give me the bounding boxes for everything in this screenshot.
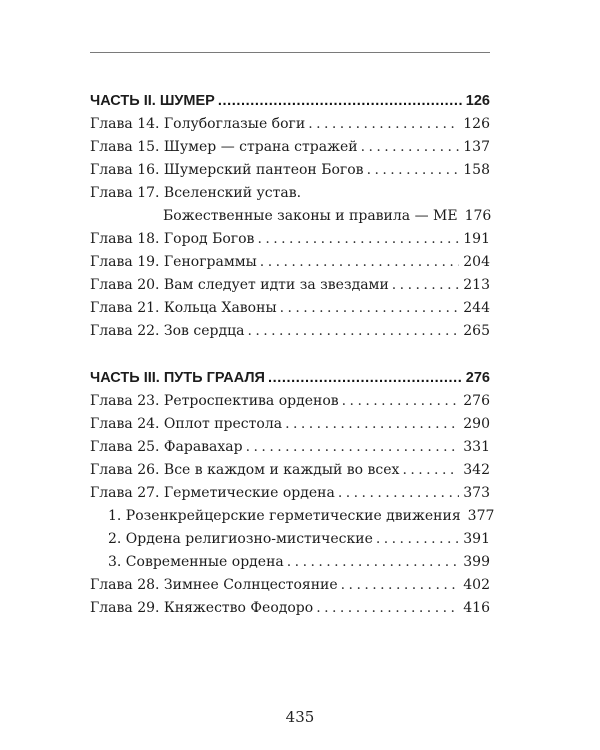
toc-entry [90,274,490,297]
page-ref: 290 [463,416,490,432]
page-ref: 373 [463,485,490,501]
part-heading-3 [90,367,490,390]
chapter-title: Глава 28. Зимнее Солнцестояние [90,577,338,593]
page-ref: 176 [464,208,492,224]
dot-leader [285,413,459,436]
chapter-title: Глава 17. Вселенский устав. [90,185,302,201]
toc-entry [90,482,490,505]
page-ref: 377 [467,508,495,524]
dot-leader [341,574,460,597]
toc-entry [90,413,490,436]
chapter-title: Глава 24. Оплот престола [90,416,283,432]
dot-leader [260,251,459,274]
page-ref: 342 [463,462,490,478]
page-ref: 126 [465,93,490,109]
toc-entry [90,251,490,274]
top-rule [90,52,490,53]
chapter-title: Глава 26. Все в каждом и каждый во всех [90,462,400,478]
toc-subentry [90,528,490,551]
page-ref: 244 [463,300,490,316]
chapter-title: Глава 15. Шумер — страна стражей [90,139,358,155]
subsection-title: 3. Современные ордена [108,554,284,570]
chapter-title: Глава 21. Кольца Хавоны [90,300,277,316]
dot-leader [376,528,459,551]
dot-leader [392,274,459,297]
page-ref: 126 [463,116,490,132]
page-number: 435 [285,708,315,726]
page-ref: 276 [463,393,490,409]
toc-entry-continuation [90,205,490,228]
dot-leader [218,90,462,113]
chapter-title: Глава 29. Княжество Феодоро [90,600,314,616]
toc-entry [90,436,490,459]
dot-leader [402,459,459,482]
subsection-title: 1. Розенкрейцерские герметические движения [108,508,461,524]
toc-subentry [90,551,490,574]
dot-leader [268,367,462,390]
page-ref: 213 [463,277,490,293]
chapter-title: Глава 18. Город Богов [90,231,255,247]
page-ref: 391 [463,531,490,547]
dot-leader [246,436,460,459]
page-ref: 399 [463,554,490,570]
dot-leader [316,597,459,620]
chapter-title: Глава 23. Ретроспектива орденов [90,393,339,409]
dot-leader [280,297,460,320]
toc-entry [90,390,490,413]
toc-entry [90,574,490,597]
toc-entry [90,597,490,620]
toc-entry [90,159,490,182]
toc-entry [90,228,490,251]
page-ref: 402 [463,577,490,593]
page-ref: 191 [463,231,490,247]
toc-subentry [90,505,495,528]
subsection-title: 2. Ордена религиозно-мистические [108,531,373,547]
dot-leader [338,482,459,505]
chapter-title: Глава 27. Герметические ордена [90,485,335,501]
page-ref: 416 [463,600,490,616]
page-ref: 137 [463,139,490,155]
dot-leader [247,320,459,343]
chapter-title: Глава 20. Вам следует идти за звездами [90,277,389,293]
page-ref: 331 [463,439,490,455]
chapter-title: Глава 25. Фаравахар [90,439,243,455]
part-title: ЧАСТЬ II. ШУМЕР [90,93,215,109]
chapter-title: Глава 14. Голубоглазые боги [90,116,306,132]
page-ref: 265 [463,323,490,339]
page-ref: 204 [463,254,490,270]
page-ref: 158 [463,162,490,178]
dot-leader [342,390,460,413]
dot-leader [308,113,459,136]
dot-leader [367,159,460,182]
toc-entry [90,320,490,343]
dot-leader [257,228,459,251]
table-of-contents [90,90,495,620]
toc-entry [90,182,490,205]
section-gap [90,343,490,367]
chapter-title: Глава 16. Шумерский пантеон Богов [90,162,364,178]
toc-entry [90,113,490,136]
chapter-title: Глава 19. Генограммы [90,254,257,270]
part-heading-2 [90,90,490,113]
dot-leader [361,136,460,159]
toc-entry [90,297,490,320]
chapter-title-continuation: Божественные законы и правила — МЕ [163,208,458,224]
page-ref: 276 [465,370,490,386]
dot-leader [287,551,460,574]
toc-entry [90,459,490,482]
toc-entry [90,136,490,159]
part-title: ЧАСТЬ III. ПУТЬ ГРААЛЯ [90,370,265,386]
chapter-title: Глава 22. Зов сердца [90,323,245,339]
